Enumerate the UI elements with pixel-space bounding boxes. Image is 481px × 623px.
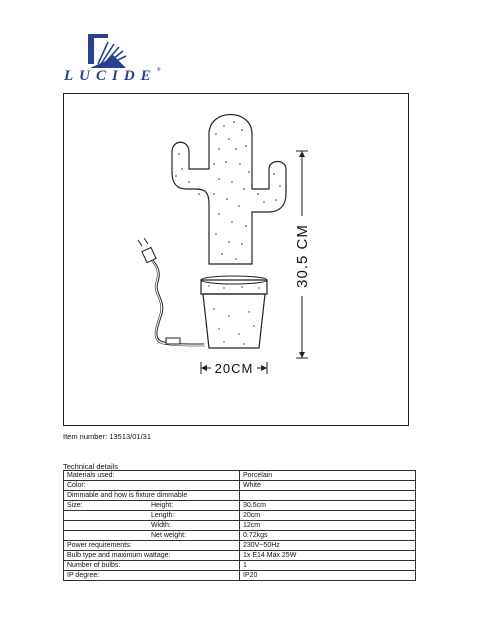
plug-body xyxy=(142,247,156,262)
spec-row xyxy=(64,561,416,571)
spec-value xyxy=(240,491,416,501)
spec-label: Materials used: xyxy=(64,471,149,481)
spec-label xyxy=(64,531,149,541)
spec-row xyxy=(64,501,416,511)
spec-row xyxy=(64,511,416,521)
item-number xyxy=(63,432,151,441)
spec-row xyxy=(64,531,416,541)
brand-wordmark xyxy=(64,68,160,85)
spec-sublabel: Net weight: xyxy=(148,531,240,541)
spec-row xyxy=(64,481,416,491)
spec-value: 230V~50Hz xyxy=(240,541,416,551)
spec-sublabel xyxy=(148,471,240,481)
technical-details-table xyxy=(63,470,416,581)
spec-value: 1x E14 Max 25W xyxy=(240,551,416,561)
inline-switch xyxy=(166,338,180,344)
spec-label: IP degree: xyxy=(64,571,149,581)
spec-row xyxy=(64,541,416,551)
spec-row xyxy=(64,491,416,501)
spec-sublabel: Length: xyxy=(148,511,240,521)
spec-label: Dimmable and how is fixture dimmable xyxy=(64,491,149,501)
registered-mark: ® xyxy=(156,68,161,73)
spec-sublabel xyxy=(148,561,240,571)
spec-row xyxy=(64,571,416,581)
product-drawing-frame xyxy=(63,93,409,426)
spec-value: 0.72kgs xyxy=(240,531,416,541)
spec-label: Power requirements: xyxy=(64,541,149,551)
spec-sublabel xyxy=(148,481,240,491)
spec-row xyxy=(64,471,416,481)
spec-row xyxy=(64,551,416,561)
pot-rim xyxy=(201,280,267,294)
spec-label xyxy=(64,521,149,531)
spec-value: Porcelain xyxy=(240,471,416,481)
width-dim-label: 20CM xyxy=(214,361,254,376)
spec-value: White xyxy=(240,481,416,491)
technical-details-title: Technical details xyxy=(63,462,119,471)
spec-value: 20cm xyxy=(240,511,416,521)
pot-body xyxy=(203,294,265,348)
spec-label xyxy=(64,511,149,521)
brand-name: LUCIDE xyxy=(64,68,157,84)
spec-sublabel xyxy=(148,571,240,581)
spec-label: Bulb type and maximum wattage: xyxy=(64,551,149,561)
item-number-label: Item number: xyxy=(63,432,108,441)
item-number-value: 13513/01/31 xyxy=(109,432,151,441)
spec-label: Size: xyxy=(64,501,149,511)
spec-sublabel xyxy=(148,541,240,551)
spec-label: Number of bulbs: xyxy=(64,561,149,571)
spec-sublabel: Height: xyxy=(148,501,240,511)
cactus-dots xyxy=(175,121,281,260)
spec-row xyxy=(64,521,416,531)
spec-label: Color: xyxy=(64,481,149,491)
spec-value: 30.5cm xyxy=(240,501,416,511)
spec-value: 1 xyxy=(240,561,416,571)
cactus-lamp-drawing xyxy=(64,94,410,427)
spec-sublabel: Width: xyxy=(148,521,240,531)
height-dim-label: 30.5 CM xyxy=(294,224,311,288)
spec-value: 12cm xyxy=(240,521,416,531)
spec-value: IP20 xyxy=(240,571,416,581)
